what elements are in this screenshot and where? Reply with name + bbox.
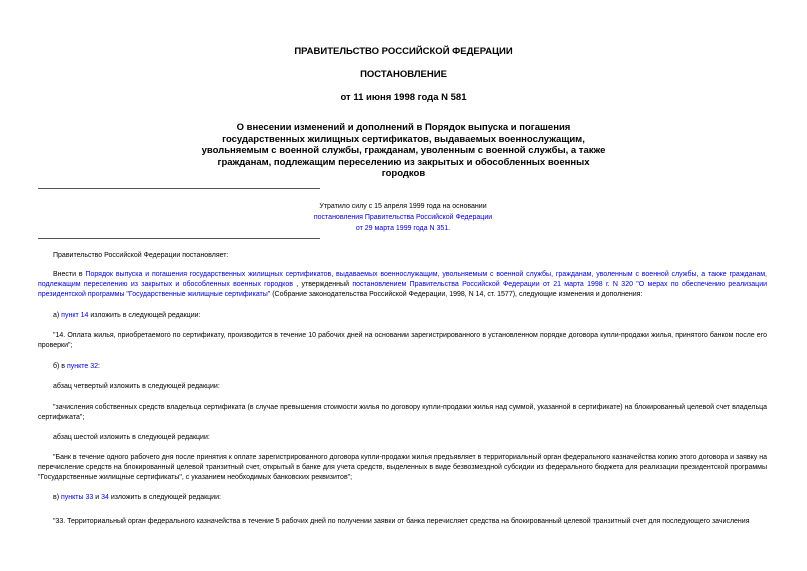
paragraph-abzac-6-text: "Банк в течение одного рабочего дня после принятия к оплате зарегистрированного договора купли-продажи жилья предъявляет в территориальный орган федерального казначейства копию этого договора и заявку на перечисление средств на блокированный целевой транзитный счет, открытый в банке для учета средств, выделенных в виде безвозмездной субсидии из федерального бюджета для реализации президентской программы "Государственные жилищные сертификаты", с указанием необходимых банковских реквизитов"; (38, 454, 767, 481)
paragraph-point-14-text: "14. Оплата жилья, приобретаемого по сертификату, производится в течение 10 рабочих дней на основании зарегистрированного в установленном порядке договора купли-продажи жилья, принятого банком после его проверки"; (38, 332, 767, 349)
government-title: ПРАВИТЕЛЬСТВО РОССИЙСКОЙ ФЕДЕРАЦИИ (294, 46, 513, 57)
text: и (93, 494, 102, 501)
paragraph-main-clause (38, 270, 767, 300)
text: : (98, 363, 100, 370)
link-resolution-320[interactable]: постановлением Правительства Российской Федерации от 21 марта 1998 г. N 320 "О мерах по обеспечению реализации президентской программы "Государственные жилищные сертификаты" (38, 281, 768, 298)
text: (Собрание законодательства Российской Федерации, 1998, N 14, ст. 1577), следующие изменения и дополнения: (270, 291, 643, 298)
text: а) (53, 312, 62, 319)
link-point-14[interactable]: пункт 14 (61, 312, 89, 319)
paragraph-item-a (38, 311, 767, 321)
divider-top (38, 188, 320, 189)
text: изложить в следующей редакции: (88, 312, 201, 319)
link-point-33[interactable]: пункты 33 (61, 494, 94, 501)
status-note (230, 201, 576, 234)
paragraph-item-c (38, 493, 767, 503)
status-note-line1: Утратило силу с 15 апреля 1999 года на основании (319, 203, 487, 210)
paragraph-preamble: Правительство Российской Федерации постановляет: (53, 252, 229, 259)
link-point-32[interactable]: пункте 32 (66, 363, 99, 370)
paragraph-abzac-4: абзац четвертый изложить в следующей редакции: (53, 383, 220, 390)
document-date-number: от 11 июня 1998 года N 581 (340, 92, 467, 103)
document-type: ПОСТАНОВЛЕНИЕ (360, 69, 447, 80)
paragraph-point-33-text: "33. Территориальный орган федерального казначейства в течение 5 рабочих дней по получении заявки от банка перечисляет средства на блокированный целевой транзитный счет для последующего зачисления (53, 518, 750, 525)
status-note-period: . (448, 225, 451, 232)
text: в) (53, 494, 61, 501)
text: изложить в следующей редакции: (108, 494, 221, 501)
text: б) в (53, 363, 67, 370)
paragraph-item-b (38, 362, 767, 372)
text: Внести в (53, 271, 86, 278)
status-note-link-line3[interactable]: от 29 марта 1999 года N 351 (355, 225, 449, 232)
link-point-34[interactable]: 34 (101, 494, 109, 501)
status-note-link-line2[interactable]: постановления Правительства Российской Федерации (313, 214, 493, 221)
divider-bottom (38, 238, 320, 239)
text: , утвержденный (292, 281, 353, 288)
paragraph-abzac-6: абзац шестой изложить в следующей редакции: (53, 434, 210, 441)
document-heading: О внесении изменений и дополнений в Порядок выпуска и погашения государственных жилищных сертификатов, выдаваемых военнослужащим, увольняемым с военной службы, гражданам, уволенным с военной службы, а также гражданам, подлежащим переселению из закрытых и обособленных военных городков (201, 122, 606, 179)
paragraph-abzac-4-text: "зачисления собственных средств владельца сертификата (в случае превышения стоимости жилья по договору купли-продажи жилья над суммой, указанной в сертификате) на блокированный целевой счет владельца сертификата"; (38, 404, 767, 421)
link-procedure[interactable]: Порядок выпуска и погашения государственных жилищных сертификатов, выдаваемых военнослужащим, увольняемым с военной службы, гражданам, уволенным с военной службы, а также гражданам, подлежащим переселению из закрытых и обособленных военных городков (38, 271, 767, 288)
